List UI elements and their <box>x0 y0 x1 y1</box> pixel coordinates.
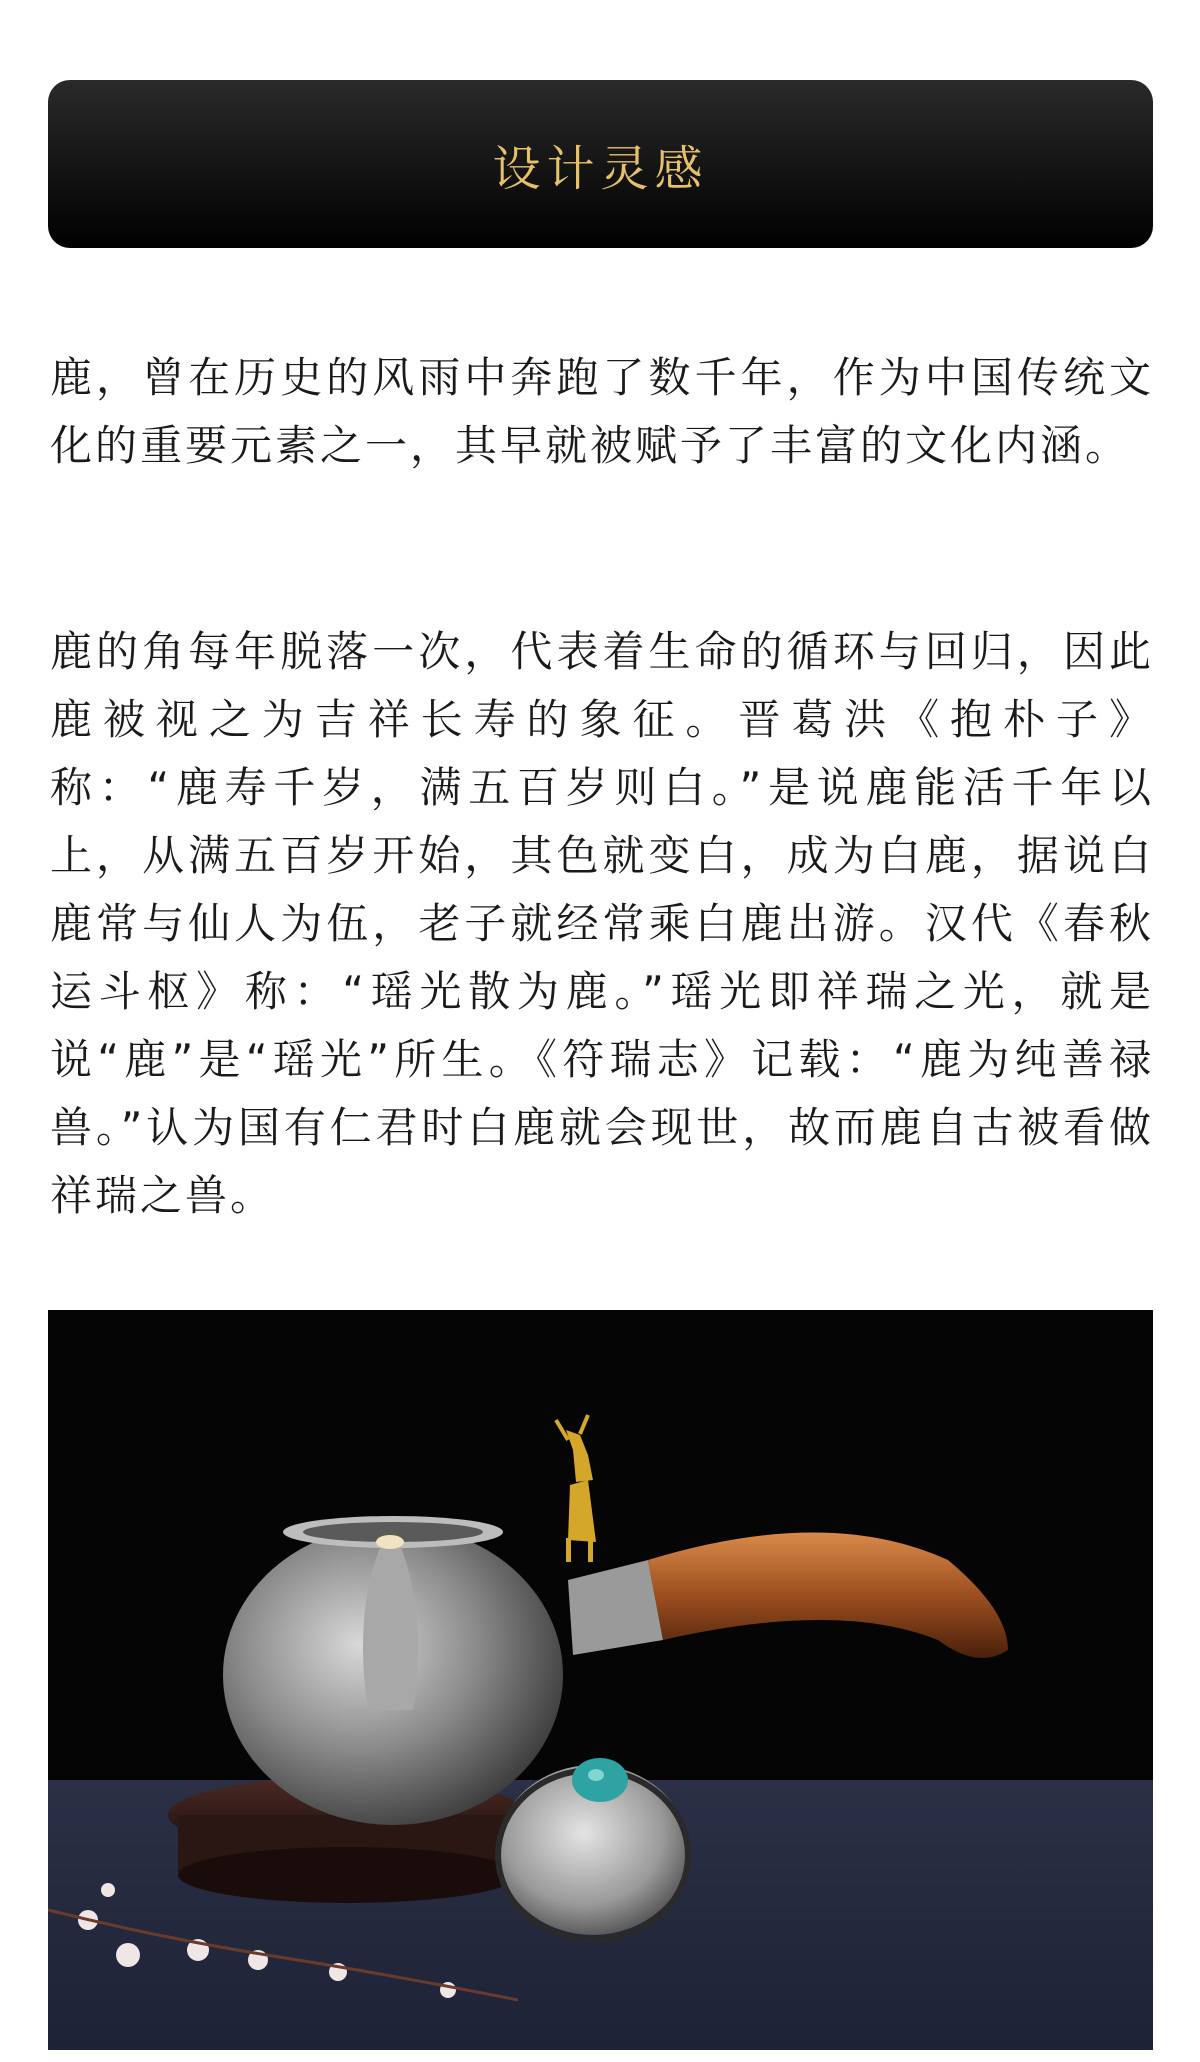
teapot-illustration <box>48 1310 1153 2050</box>
intro-paragraph: 鹿，曾在历史的风雨中奔跑了数千年，作为中国传统文化的重要元素之一，其早就被赋予了丰富的文化内涵。 <box>50 353 1154 470</box>
section-header <box>48 80 1153 248</box>
product-photo <box>48 1310 1153 2050</box>
section-title: 设计灵感 <box>492 140 709 197</box>
history-paragraph: 鹿的角每年脱落一次，代表着生命的循环与回归，因此鹿被视之为吉祥长寿的象征。晋葛洪《抱朴子》称：“鹿寿千岁，满五百岁则白。”是说鹿能活千年以上，从满五百岁开始，其色就变白，成为白鹿，据说白鹿常与仙人为伍，老子就经常乘白鹿出游。汉代《春秋运斗枢》称：“瑶光散为鹿。”瑶光即祥瑞之光，就是说“鹿”是“瑶光”所生。《符瑞志》记载：“鹿为纯善禄兽。”认为国有仁君时白鹿就会现世，故而鹿自古被看做祥瑞之兽。 <box>50 627 1154 1220</box>
